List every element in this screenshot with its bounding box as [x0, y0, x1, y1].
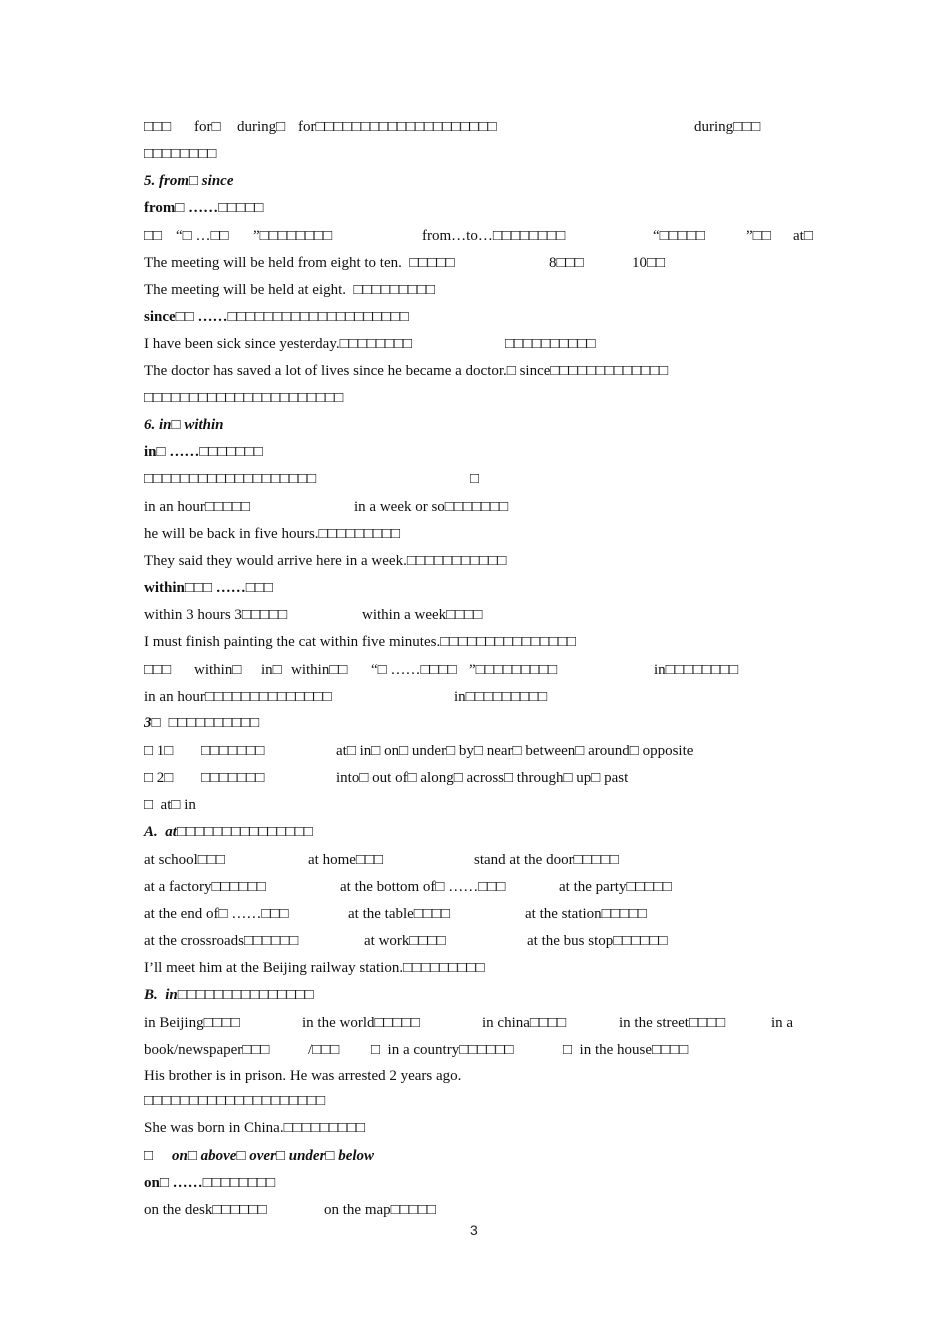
section-heading-in-within: 6. in□ within — [144, 417, 224, 433]
text-segment: □ 2□ — [144, 770, 174, 786]
text-segment: ”□□□□□□□□ — [253, 228, 333, 244]
text-line — [144, 579, 273, 597]
example-sentence: he will be back in five hours.□□□□□□□□□ — [144, 526, 401, 542]
text-segment: □□□□□□□ — [199, 444, 263, 460]
text-segment: ”□□ — [746, 228, 771, 244]
example-sentence: The meeting will be held at eight. □□□□□□□□□ — [144, 282, 436, 298]
text-segment: in□ …… — [144, 444, 200, 460]
text-segment: in the street□□□□ — [619, 1015, 726, 1031]
text-segment: on□ …… — [144, 1175, 203, 1191]
text-segment: □□□□□□□ — [201, 743, 265, 759]
text-segment: within 3 hours 3□□□□□ — [144, 607, 288, 623]
text-segment: □□□ — [144, 119, 172, 135]
section-heading-place — [144, 714, 259, 732]
text-segment: at the party□□□□□ — [559, 879, 672, 895]
text-segment: at school□□□ — [144, 852, 225, 868]
text-segment: “□ …□□ — [176, 228, 229, 244]
text-segment: in china□□□□ — [482, 1015, 567, 1031]
example-sentence: She was born in China.□□□□□□□□□ — [144, 1120, 366, 1136]
example-sentence: I have been sick since yesterday.□□□□□□□□ — [144, 336, 413, 352]
text-segment: from□ …… — [144, 200, 219, 216]
text-segment: □□□□□ — [218, 200, 264, 216]
text-segment: at the end of□ ……□□□ — [144, 906, 289, 922]
text-segment: within□□ — [291, 662, 348, 678]
section-heading-in — [144, 986, 314, 1004]
text-segment: in Beijing□□□□ — [144, 1015, 240, 1031]
text-segment: □ in the house□□□□ — [563, 1042, 689, 1058]
text-segment: during□ — [237, 119, 286, 135]
example-sentence: The meeting will be held from eight to ten. □□□□□ — [144, 255, 455, 271]
text-segment: in□□□□□□□□□ — [454, 689, 548, 705]
example-sentence: The doctor has saved a lot of lives since he became a doctor.□ since□□□□□□□□□□□□□ — [144, 363, 669, 379]
text-segment: □□ — [144, 228, 163, 244]
preposition-list: into□ out of□ along□ across□ through□ up□ past — [336, 770, 629, 786]
text-segment: in an hour□□□□□□□□□□□□□□ — [144, 689, 332, 705]
text-segment: □□□□□□□□□□□□□□□□□□□□□□ — [144, 390, 344, 406]
text-segment: □□□□□□□□□□□□□□□ — [177, 987, 314, 1003]
example-sentence: His brother is in prison. He was arrested 2 years ago. — [144, 1068, 462, 1084]
text-segment: at the bus stop□□□□□□ — [527, 933, 668, 949]
text-line — [144, 1174, 275, 1192]
text-line — [144, 308, 409, 326]
text-segment: since□□ …… — [144, 309, 228, 325]
text-segment: “□□□□□ — [653, 228, 705, 244]
text-segment: at a factory□□□□□□ — [144, 879, 266, 895]
text-segment: in a week or so□□□□□□□ — [354, 499, 509, 515]
text-segment: in a — [771, 1015, 794, 1031]
preposition-list: at□ in□ on□ under□ by□ near□ between□ around□ opposite — [336, 743, 694, 759]
text-segment: at work□□□□ — [364, 933, 446, 949]
text-segment: 3□ — [144, 715, 161, 731]
text-segment: at home□□□ — [308, 852, 384, 868]
text-segment: at the station□□□□□ — [525, 906, 647, 922]
text-segment: □□□□□□□□□□ — [168, 715, 260, 731]
text-segment: in□□□□□□□□ — [654, 662, 739, 678]
example-sentence: They said they would arrive here in a week.□□□□□□□□□□□ — [144, 553, 507, 569]
section-heading-at — [144, 823, 313, 841]
text-segment: within□ — [194, 662, 242, 678]
text-line — [144, 199, 264, 217]
text-segment: 8□□□ — [549, 255, 584, 271]
text-segment: in the world□□□□□ — [302, 1015, 420, 1031]
text-segment: on the desk□□□□□□ — [144, 1202, 267, 1218]
text-segment: “□ ……□□□□ — [371, 662, 457, 678]
text-segment: 10□□ — [632, 255, 666, 271]
text-segment: book/newspaper□□□ — [144, 1042, 270, 1058]
text-segment: □□□□□□□□ — [202, 1175, 276, 1191]
text-segment: /□□□ — [308, 1042, 340, 1058]
text-segment: from…to…□□□□□□□□ — [422, 228, 566, 244]
text-segment: □ at□ in — [144, 797, 196, 813]
text-segment: □ — [144, 1148, 154, 1164]
text-segment: on the map□□□□□ — [324, 1202, 436, 1218]
text-segment: within a week□□□□ — [362, 607, 483, 623]
text-segment: in an hour□□□□□ — [144, 499, 251, 515]
text-segment: during□□□ — [694, 119, 761, 135]
text-segment: at the table□□□□ — [348, 906, 451, 922]
page-number: 3 — [470, 1222, 478, 1238]
text-segment: □□□□□□□□ — [144, 146, 217, 162]
text-segment: □□□ — [245, 580, 273, 596]
text-segment: in□ — [261, 662, 282, 678]
text-segment: within□□□ …… — [144, 580, 246, 596]
text-segment: □□□□□□□□□□□□□□□□□□□□ — [227, 309, 409, 325]
text-segment: ”□□□□□□□□□ — [469, 662, 558, 678]
text-segment: □□□□□□□□□□□□□□□□□□□ — [144, 471, 317, 487]
example-sentence: I’ll meet him at the Beijing railway station.□□□□□□□□□ — [144, 960, 485, 976]
text-segment: B. in — [144, 987, 178, 1003]
text-segment: □ in a country□□□□□□ — [371, 1042, 514, 1058]
text-segment: □□□□□□□□□□□□□□□ — [176, 824, 313, 840]
text-segment: at the crossroads□□□□□□ — [144, 933, 299, 949]
text-segment: □□□□□□□□□□ — [505, 336, 596, 352]
text-segment: □ — [470, 471, 480, 487]
text-segment: □ 1□ — [144, 743, 174, 759]
text-segment: for□ — [194, 119, 221, 135]
text-segment: □□□□□□□ — [201, 770, 265, 786]
text-segment: stand at the door□□□□□ — [474, 852, 619, 868]
text-segment: □□□ — [144, 662, 172, 678]
text-segment: for□□□□□□□□□□□□□□□□□□□□ — [298, 119, 497, 135]
text-segment: A. at — [144, 824, 177, 840]
section-heading-on-above: on□ above□ over□ under□ below — [172, 1148, 375, 1164]
text-segment: at□ — [793, 228, 813, 244]
text-line — [144, 443, 263, 461]
example-sentence: I must finish painting the cat within five minutes.□□□□□□□□□□□□□□□ — [144, 634, 577, 650]
text-segment: at the bottom of□ ……□□□ — [340, 879, 506, 895]
section-heading-from-since: 5. from□ since — [144, 173, 234, 189]
text-segment: □□□□□□□□□□□□□□□□□□□□ — [144, 1093, 326, 1109]
